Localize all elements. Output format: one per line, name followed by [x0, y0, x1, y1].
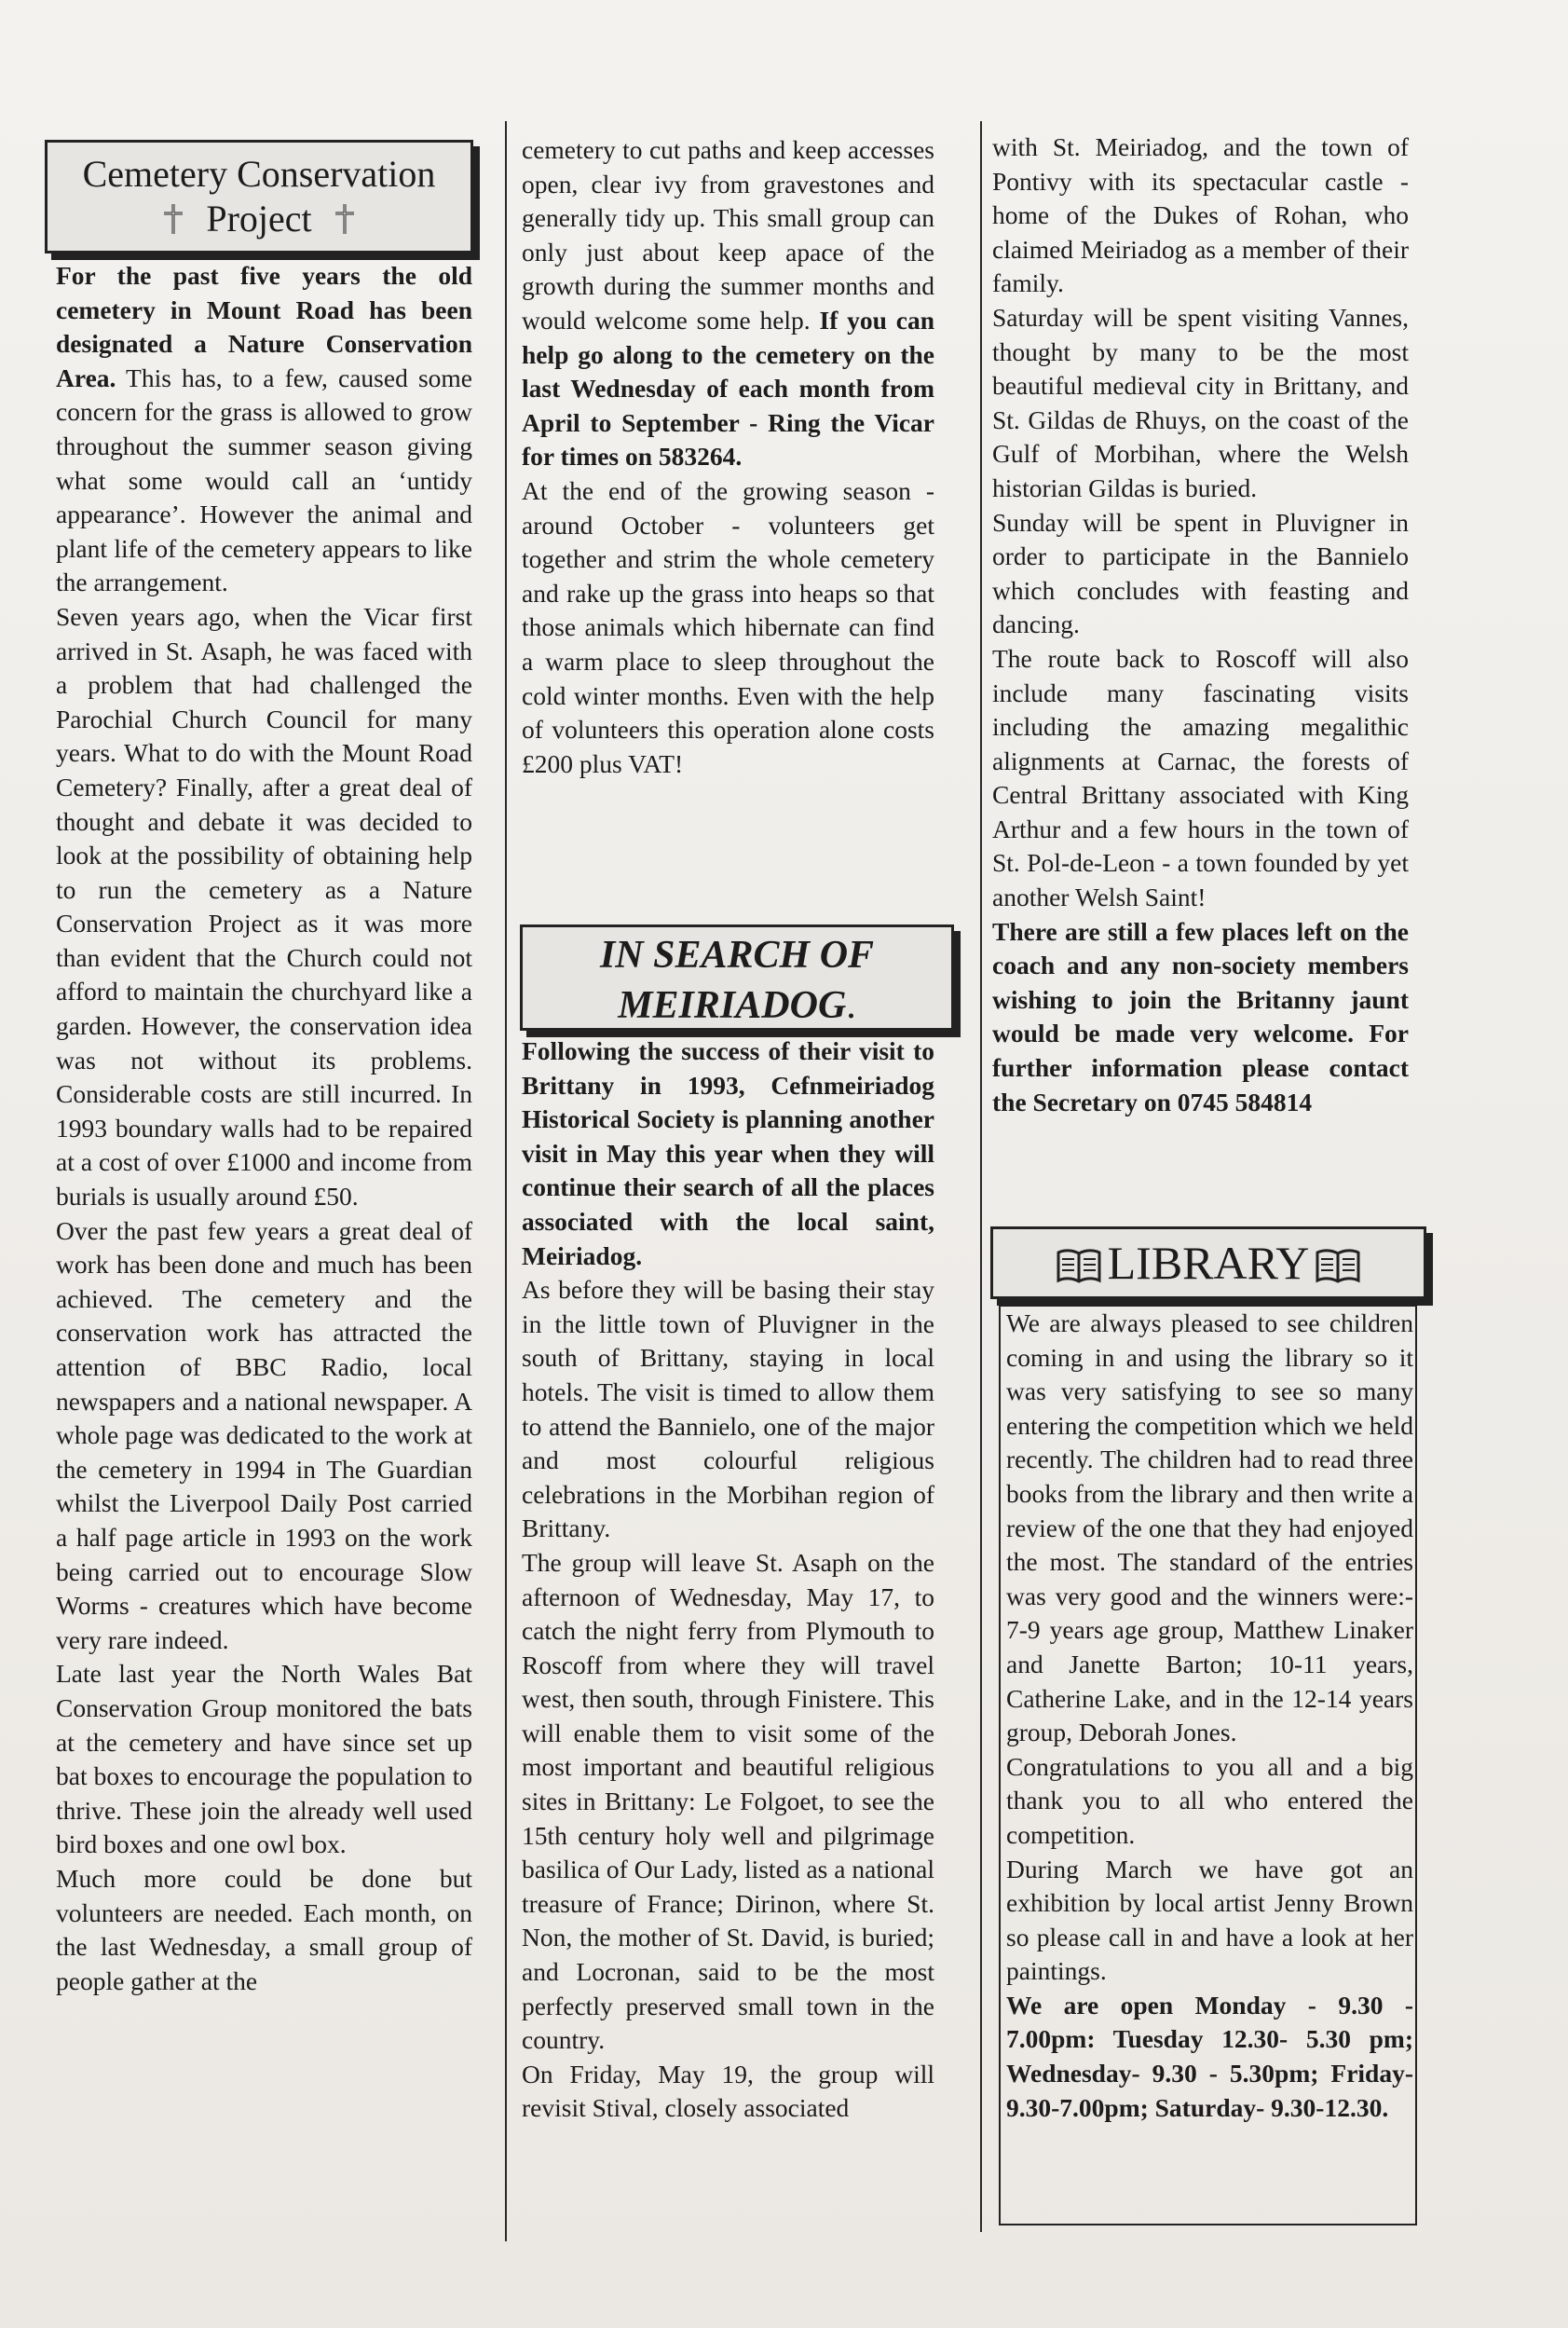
- library-paragraph: Congratulations to you all and a big thank you to all who entered the competition.: [1006, 1751, 1413, 1849]
- cemetery-paragraph: Much more could be done but volunteers are needed. Each month, on the last Wednesday, a small group of people gather at the: [56, 1863, 472, 1995]
- column-2-lower: [522, 1034, 934, 2126]
- search-paragraph: with St. Meiriadog, and the town of Pontivy with its spectacular castle - home of the Dukes of Rohan, who claimed Meiriadog as a member of their family.: [992, 132, 1409, 298]
- library-opening-hours: We are open Monday - 9.30 - 7.00pm: Tuesday 12.30- 5.30 pm; Wednesday- 9.30 - 5.30pm; Friday- 9.30-7.00pm; Saturday- 9.30-12.30.: [1006, 1990, 1413, 2122]
- search-paragraph: Saturday will be spent visiting Vannes, thought by many to be the most beautiful medieval city in Brittany, and St. Gildas de Rhuys, on the coast of the Gulf of Morbihan, where the Welsh historian Gildas is buried.: [992, 302, 1409, 502]
- library-title-text: LIBRARY: [1107, 1237, 1310, 1289]
- open-book-icon: [1315, 1235, 1361, 1302]
- library-heading-box: [990, 1226, 1426, 1299]
- cemetery-paragraph: Late last year the North Wales Bat Conservation Group monitored the bats at the cemetery and have since set up bat boxes to encourage the population to thrive. These join the already well used bird boxes and one owl box.: [56, 1659, 472, 1859]
- library-title: [993, 1229, 1424, 1302]
- column-3: [992, 130, 1409, 1119]
- search-closing-bold: There are still a few places left on the coach and any non-society members wishing to join the Britanny jaunt would be made very welcome. For further information please contact the Secretary on 0745 584814: [992, 916, 1409, 1116]
- cemetery-paragraph: [522, 133, 934, 474]
- library-paragraph: During March we have got an exhibition by local artist Jenny Brown so please call in and have a look at her paintings.: [1006, 1854, 1413, 1986]
- cemetery-volunteer-bold: If you can help go along to the cemetery on the last Wednesday of each month from April to September - Ring the Vicar for times on 583264.: [522, 305, 935, 472]
- column-divider: [505, 121, 507, 2241]
- cemetery-volunteer-text: cemetery to cut paths and keep accesses open, clear ivy from gravestones and generally tidy up. This small group can only just about keep apace of the growth during the summer months and would welcome some help.: [522, 135, 934, 335]
- search-title-line2: [523, 983, 951, 1028]
- search-title-text: MEIRIADOG: [618, 984, 847, 1027]
- library-paragraph: We are always pleased to see children coming in and using the library so it was very satisfying to see so many entering the competition which we held recently. The children had to read three books from the library and then write a review of the one that they had enjoyed the most. The standard of the entries was very good and the winners were:- 7-9 years age group, Matthew Linaker and Janette Barton; 10-11 years, Catherine Lake, and in the 12-14 years group, Deborah Jones.: [1006, 1308, 1413, 1747]
- search-paragraph: As before they will be basing their stay in the little town of Pluvigner in the south of Brittany, staying in local hotels. The visit is timed to allow them to attend the Bannielo, one of the major and most colourful religious celebrations in the Morbihan region of Brittany.: [522, 1275, 934, 1543]
- cemetery-paragraph: [56, 259, 472, 600]
- search-title-line1: IN SEARCH OF: [599, 934, 875, 977]
- open-book-icon: [1056, 1235, 1102, 1302]
- cemetery-intro-bold: For the past five years the old cemetery in Mount Road has been designated a Nature Conservation Area.: [56, 261, 472, 392]
- search-heading-box: [520, 924, 954, 1031]
- cemetery-title-line2: [48, 197, 470, 245]
- cross-icon: [161, 200, 185, 245]
- cross-icon: [333, 200, 357, 245]
- cemetery-paragraph: Over the past few years a great deal of work has been done and much has been achieved. The cemetery and the conservation work has attracted the attention of BBC Radio, local newspapers and a national newspaper. A whole page was dedicated to the work at the cemetery in 1994 in The Guardian whilst the Liverpool Daily Post carried a half page article in 1993 on the work being carried out to encourage Slow Worms - creatures which have become very rare indeed.: [56, 1215, 472, 1654]
- cemetery-title-text: Project: [206, 198, 312, 240]
- cemetery-title-line1: Cemetery Conservation: [82, 153, 436, 195]
- column-2: [522, 133, 934, 781]
- search-title-dot: .: [846, 984, 856, 1027]
- search-intro-bold: Following the success of their visit to Brittany in 1993, Cefnmeiriadog Historical Society is planning another visit in May this year when they will continue their search of all the places associated with the local saint, Meiriadog.: [522, 1036, 934, 1270]
- cemetery-paragraph: Seven years ago, when the Vicar first arrived in St. Asaph, he was faced with a problem that had challenged the Parochial Church Council for many years. What to do with the Mount Road Cemetery? Finally, after a great deal of thought and debate it was decided to look at the possibility of obtaining help to run the cemetery as a Nature Conservation Project as it was more than evident that the Church could not afford to maintain the churchyard like a garden. However, the conservation idea was not without its problems. Considerable costs are still incurred. In 1993 boundary walls had to be repaired at a cost of over £1000 and income from burials is usually around £50.: [56, 601, 472, 1212]
- search-paragraph: Sunday will be spent in Pluvigner in order to participate in the Bannielo which concludes with feasting and dancing.: [992, 507, 1409, 639]
- cemetery-heading-box: [45, 140, 473, 253]
- cemetery-intro-text: This has, to a few, caused some concern for the grass is allowed to grow throughout the summer season giving what some would call an ‘untidy appearance’. However the animal and plant life of the cemetery appears to like the arrangement.: [56, 363, 472, 597]
- column-1: [56, 259, 472, 1998]
- column-divider: [980, 121, 982, 2232]
- library-column: [1006, 1307, 1413, 2125]
- search-paragraph: The group will leave St. Asaph on the afternoon of Wednesday, May 17, to catch the night ferry from Plymouth to Roscoff from where they will travel west, then south, through Finistere. This will enable them to visit some of the most important and beautiful religious sites in Brittany: Le Folgoet, to see the 15th century holy well and pilgrimage basilica of Our Lady, listed as a national treasure of France; Dirinon, where St. Non, the mother of St. David, is buried; and Locronan, said to be the most perfectly preserved small town in the country.: [522, 1547, 934, 2055]
- cemetery-paragraph: At the end of the growing season - around October - volunteers get together and strim the whole cemetery and rake up the grass into heaps so that those animals which hibernate can find a warm place to sleep throughout the cold winter months. Even with the help of volunteers this operation alone costs £200 plus VAT!: [522, 475, 934, 778]
- search-paragraph: The route back to Roscoff will also include many fascinating visits including the amazing megalithic alignments at Carnac, the forests of Central Brittany associated with King Arthur and a few hours in the town of St. Pol-de-Leon - a town founded by yet another Welsh Saint!: [992, 643, 1409, 912]
- search-paragraph: On Friday, May 19, the group will revisit Stival, closely associated: [522, 2059, 934, 2123]
